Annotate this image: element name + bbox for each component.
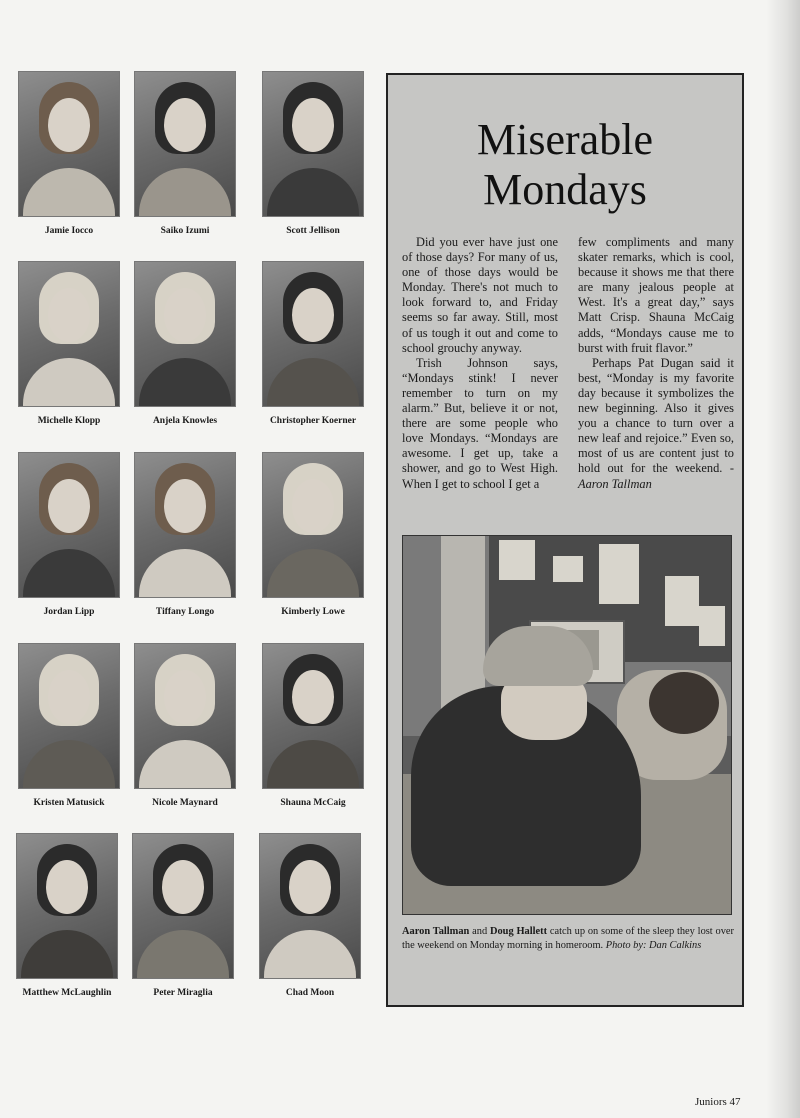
page-folio: Juniors 47 [695,1096,741,1108]
article-paragraph: few compliments and many skater remarks, which is cool, because it shows me that there are many jealous people at West. It's a great day,” says Matt Crisp. Shauna McCaig adds, “Mondays cause me to burst with fruit flavor.” [578,235,734,355]
portrait-name: Anjela Knowles [152,416,218,426]
caption-name-2: Doug Hallett [489,926,548,937]
portrait-photo [18,643,120,789]
portrait [18,261,120,426]
portrait-name: Kimberly Lowe [281,607,345,617]
portrait [18,452,120,617]
portrait-name: Nicole Maynard [152,798,218,808]
portrait [262,643,364,808]
feature-title-line1: Miserable [477,115,653,164]
portrait-photo [16,833,118,979]
portrait-photo [134,643,236,789]
portrait-grid [0,0,385,1118]
portrait [134,643,236,808]
portrait-name: Peter Miraglia [153,988,213,998]
portrait-photo [262,452,364,598]
feature-title-line2: Mondays [483,165,647,214]
portrait [132,833,234,998]
portrait [16,833,118,998]
article-paragraph: Trish Johnson says, “Mondays stink! I never remember to turn on my alarm.” But, believe it or not, there are some people who love Mondays. “Mondays are awesome. I get up, take a shower, and go to West High. When I get to school I get a [402,355,558,491]
feature-box [386,73,744,1007]
portrait-name: Tiffany Longo [155,607,215,617]
portrait-photo [132,833,234,979]
portrait [18,643,120,808]
caption-text: catch up on some of the sleep they lost over the weekend on Monday morning in homeroom. [402,926,734,951]
portrait-photo [18,452,120,598]
portrait-photo [262,71,364,217]
portrait-photo [262,643,364,789]
portrait-photo [134,452,236,598]
portrait-name: Kristen Matusick [33,798,105,808]
portrait-name: Matthew McLaughlin [22,988,112,998]
portrait-name: Jamie Iocco [44,226,94,236]
portrait-name: Christopher Koerner [269,416,357,426]
caption-name-1: Aaron Tallman [402,926,470,937]
portrait-name: Shauna McCaig [280,798,346,808]
photo-caption: Aaron Tallman and Doug Hallett catch up on some of the sleep they lost over the weekend on Monday morning in homeroom. Photo by: Dan Calkins [402,926,734,951]
portrait [134,452,236,617]
article-byline: -Aaron Tallman [578,461,735,491]
portrait-photo [18,71,120,217]
portrait-photo [259,833,361,979]
portrait [134,71,236,236]
article-paragraph: Did you ever have just one of those days? For many of us, one of those days would be Monday. There's not much to look forward to, and Friday seems so far away. Still, most of us tough it out and come to school grouchy anyway. [402,235,558,355]
portrait-photo [134,71,236,217]
portrait-name: Saiko Izumi [160,226,210,236]
portrait-name: Scott Jellison [286,226,340,236]
portrait [262,261,364,426]
portrait [259,833,361,998]
portrait [134,261,236,426]
portrait-photo [262,261,364,407]
feature-title [388,115,742,215]
portrait [262,71,364,236]
portrait [262,452,364,617]
portrait-name: Michelle Klopp [37,416,101,426]
portrait-photo [18,261,120,407]
photo-credit: Photo by: Dan Calkins [605,940,702,951]
portrait-name: Chad Moon [285,988,335,998]
page-edge-shadow [766,0,800,1118]
article-paragraph: Perhaps Pat Dugan said it best, “Monday is my favorite day because it symbolizes the new beginning. Also it gives you a chance to turn over a new leaf and rejoice.” Even so, most of us are content just to hold out for the weekend. -Aaron Tallman [578,355,735,491]
portrait-name: Jordan Lipp [43,607,95,617]
portrait [18,71,120,236]
portrait-photo [134,261,236,407]
homeroom-photo [402,535,732,915]
